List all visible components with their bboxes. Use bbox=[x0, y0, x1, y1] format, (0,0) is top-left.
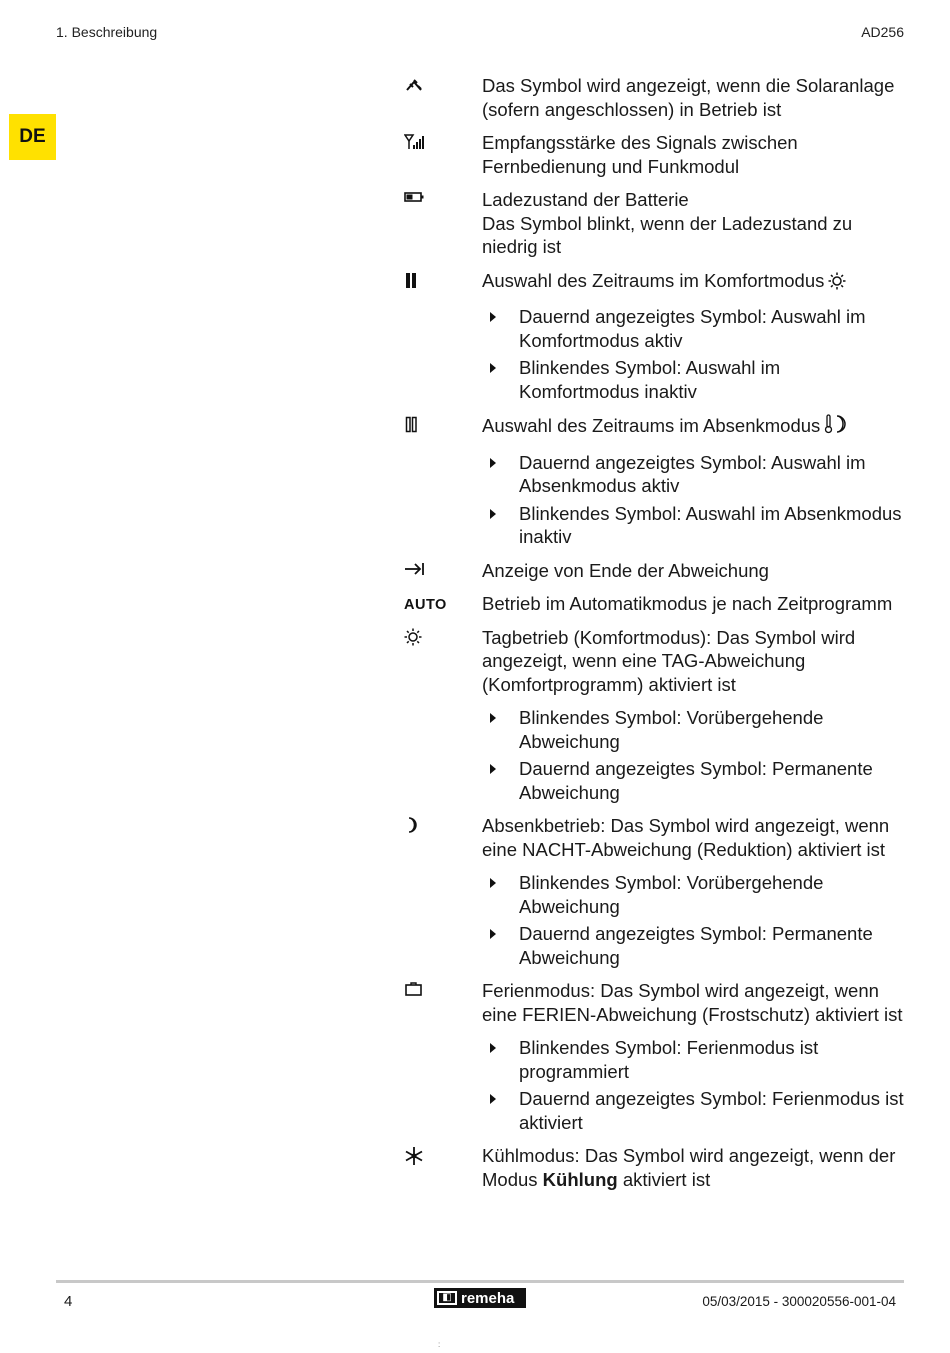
thermometer-moon-icon bbox=[824, 413, 852, 441]
list-item bbox=[482, 757, 904, 804]
scan-mark: : bbox=[438, 1340, 441, 1349]
list-item bbox=[482, 1087, 904, 1134]
list-item-text: Blinkendes Symbol: Auswahl im Absenkmodus inaktiv bbox=[519, 502, 902, 547]
list-item bbox=[482, 1036, 904, 1083]
list-item bbox=[482, 706, 904, 753]
list-item bbox=[482, 305, 904, 352]
list-item bbox=[482, 922, 904, 969]
running-header-section: 1. Beschreibung bbox=[56, 24, 158, 40]
triangle-bullet-icon bbox=[490, 713, 496, 723]
entry-description-emphasis: Kühlung bbox=[542, 1168, 618, 1190]
list-item-text: Dauernd angezeigtes Symbol: Auswahl im Komfortmodus aktiv bbox=[519, 306, 866, 351]
entry-description-text: Ferienmodus: Das Symbol wird angezeigt, wenn eine FERIEN-Abweichung (Frostschutz) aktiviert ist bbox=[482, 980, 903, 1025]
list-item-text: Dauernd angezeigtes Symbol: Permanente Abweichung bbox=[519, 758, 873, 803]
list-item-text: Blinkendes Symbol: Vorübergehende Abweichung bbox=[519, 707, 824, 752]
entry-description bbox=[482, 131, 904, 178]
entry-description-text: Auswahl des Zeitraums im Komfortmodus bbox=[482, 269, 825, 291]
snowflake-icon bbox=[404, 1146, 444, 1168]
moon-icon bbox=[404, 816, 444, 838]
reduced-period-icon bbox=[404, 415, 444, 437]
solar-icon bbox=[404, 76, 444, 98]
triangle-bullet-icon bbox=[490, 764, 496, 774]
bullet-list bbox=[482, 871, 904, 969]
entry-description-text: Absenkbetrieb: Das Symbol wird angezeigt, wenn eine NACHT-Abweichung (Reduktion) aktiviert ist bbox=[482, 815, 890, 860]
bullet-list bbox=[482, 451, 904, 549]
list-item-text: Blinkendes Symbol: Ferienmodus ist programmiert bbox=[519, 1037, 819, 1082]
entry-description bbox=[482, 413, 904, 441]
entry-description bbox=[482, 626, 904, 697]
entry-description bbox=[482, 74, 904, 121]
entry-description-text: Ladezustand der Batterie Das Symbol blinkt, wenn der Ladezustand zu niedrig ist bbox=[482, 189, 853, 257]
entry-description bbox=[482, 188, 904, 259]
triangle-bullet-icon bbox=[490, 1094, 496, 1104]
entry-description-text: Betrieb im Automatikmodus je nach Zeitprogramm bbox=[482, 593, 893, 614]
bullet-list bbox=[482, 706, 904, 804]
entry-description-text: Anzeige von Ende der Abweichung bbox=[482, 559, 769, 581]
triangle-bullet-icon bbox=[490, 878, 496, 888]
running-header-model: AD256 bbox=[861, 24, 904, 40]
triangle-bullet-icon bbox=[490, 929, 496, 939]
footer-divider bbox=[56, 1280, 904, 1283]
list-item bbox=[482, 871, 904, 918]
symbol-entry bbox=[404, 413, 904, 549]
symbol-entry bbox=[404, 188, 904, 259]
page-number: 4 bbox=[64, 1293, 73, 1310]
entry-description-text: Das Symbol wird angezeigt, wenn die Solaranlage (sofern angeschlossen) in Betrieb ist bbox=[482, 75, 895, 120]
list-item-text: Dauernd angezeigtes Symbol: Ferienmodus ist aktiviert bbox=[519, 1088, 904, 1133]
symbol-entry bbox=[404, 626, 904, 805]
entry-description-part: Kühlmodus: Das Symbol wird angezeigt, wenn der Modus bbox=[482, 1145, 896, 1190]
signal-strength-icon bbox=[404, 133, 444, 155]
logo-text: remeha bbox=[461, 1289, 515, 1307]
symbol-entry bbox=[404, 979, 904, 1134]
triangle-bullet-icon bbox=[490, 458, 496, 468]
triangle-bullet-icon bbox=[490, 363, 496, 373]
entry-description-text: Auswahl des Zeitraums im Absenkmodus bbox=[482, 415, 821, 436]
symbol-entry bbox=[404, 559, 904, 583]
auto-label: AUTO bbox=[404, 597, 447, 613]
entry-description bbox=[482, 559, 904, 583]
comfort-period-icon bbox=[404, 271, 444, 293]
list-item bbox=[482, 451, 904, 498]
triangle-bullet-icon bbox=[490, 509, 496, 519]
symbol-entry bbox=[404, 269, 904, 404]
entry-description-text: Tagbetrieb (Komfortmodus): Das Symbol wird angezeigt, wenn eine TAG-Abweichung (Komfortprogramm) aktiviert ist bbox=[482, 626, 856, 695]
entry-description bbox=[482, 269, 904, 296]
bullet-list bbox=[482, 305, 904, 403]
sun-icon bbox=[404, 628, 444, 650]
document-reference: 05/03/2015 - 300020556-001-04 bbox=[702, 1294, 896, 1309]
entry-description-text: Empfangsstärke des Signals zwischen Fernbedienung und Funkmodul bbox=[482, 132, 798, 177]
bullet-list bbox=[482, 1036, 904, 1134]
list-item-text: Blinkendes Symbol: Vorübergehende Abweichung bbox=[519, 872, 824, 917]
symbol-entry bbox=[404, 592, 904, 616]
logo-mark-icon: ◧ bbox=[437, 1291, 457, 1305]
list-item-text: Blinkendes Symbol: Auswahl im Komfortmodus inaktiv bbox=[519, 357, 781, 402]
symbol-entry bbox=[404, 131, 904, 178]
triangle-bullet-icon bbox=[490, 312, 496, 322]
symbol-description-list bbox=[404, 74, 904, 1201]
language-tab: DE bbox=[9, 114, 56, 160]
entry-description bbox=[482, 592, 904, 616]
end-of-override-icon bbox=[404, 561, 444, 583]
triangle-bullet-icon bbox=[490, 1043, 496, 1053]
entry-description bbox=[482, 1144, 904, 1191]
suitcase-icon bbox=[404, 981, 444, 1003]
entry-description bbox=[482, 814, 904, 861]
entry-description bbox=[482, 979, 904, 1026]
list-item bbox=[482, 356, 904, 403]
battery-icon bbox=[404, 190, 444, 212]
remeha-logo bbox=[434, 1288, 526, 1308]
entry-description-part: aktiviert ist bbox=[617, 1168, 711, 1190]
symbol-entry bbox=[404, 74, 904, 121]
list-item-text: Dauernd angezeigtes Symbol: Auswahl im Absenkmodus aktiv bbox=[519, 451, 866, 496]
list-item-text: Dauernd angezeigtes Symbol: Permanente Abweichung bbox=[519, 923, 873, 968]
sun-icon bbox=[828, 272, 846, 296]
list-item bbox=[482, 502, 904, 549]
symbol-entry bbox=[404, 1144, 904, 1191]
symbol-entry bbox=[404, 814, 904, 969]
